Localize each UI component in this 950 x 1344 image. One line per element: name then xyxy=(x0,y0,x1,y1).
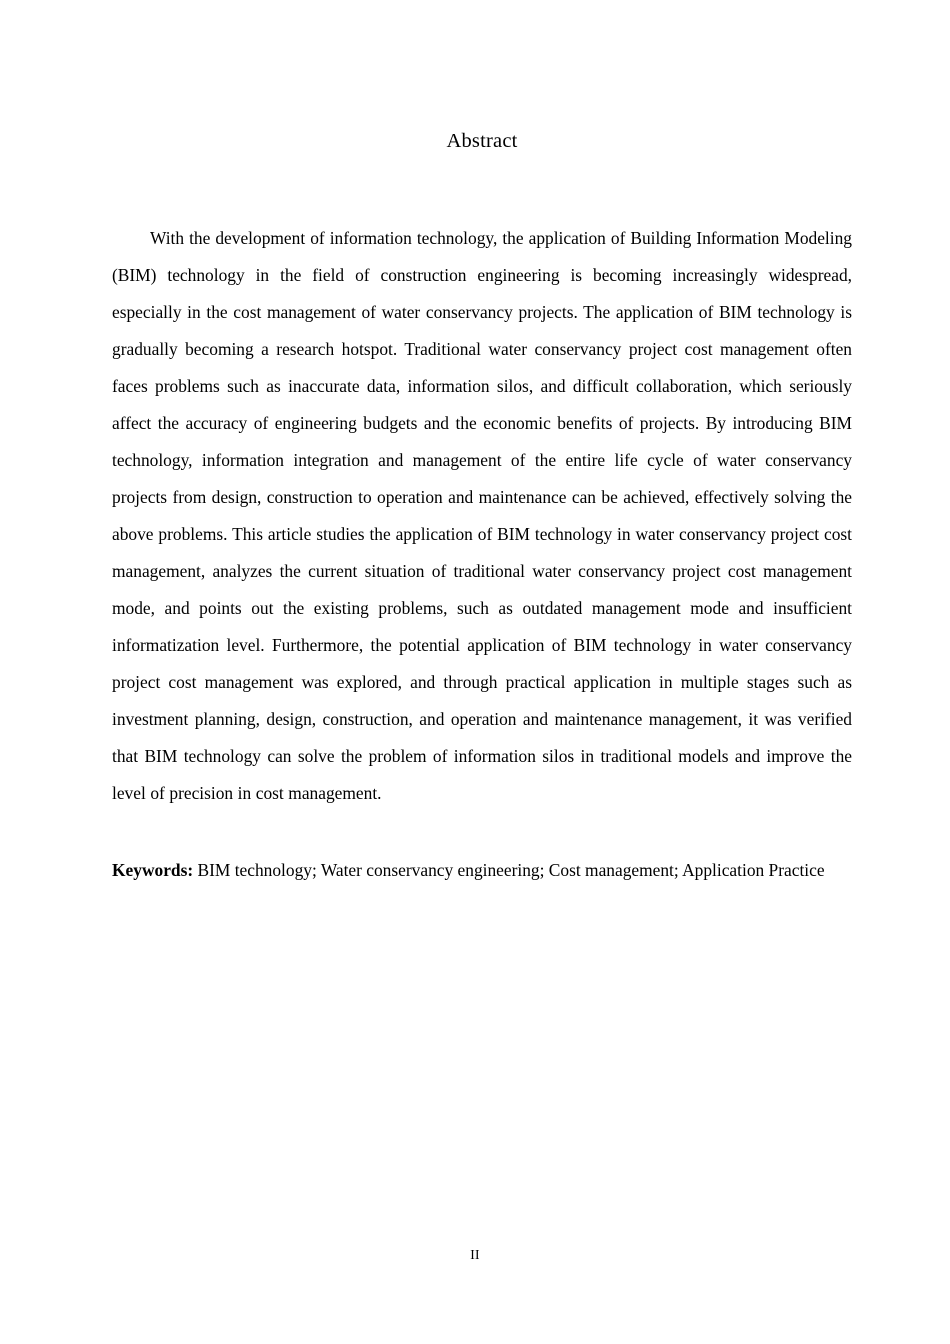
keywords-value: BIM technology; Water conservancy engineering; Cost management; Application Practice xyxy=(193,859,825,880)
page-content xyxy=(112,0,852,889)
keywords-line xyxy=(112,812,852,889)
page-title: Abstract xyxy=(446,130,518,152)
page-number-footer: II xyxy=(470,1247,480,1262)
keywords-label: Keywords: xyxy=(112,859,194,880)
abstract-paragraph: With the development of information technology, the application of Building Information Modeling (BIM) technology in the field of construction engineering is becoming increasingly widespread, especially in the cost management of water conservancy projects. The application of BIM technology is gradually becoming a research hotspot. Traditional water conservancy project cost management often faces problems such as inaccurate data, information silos, and difficult collaboration, which seriously affect the accuracy of engineering budgets and the economic benefits of projects. By introducing BIM technology, information integration and management of the entire life cycle of water conservancy projects from design, construction to operation and maintenance can be achieved, effectively solving the above problems. This article studies the application of BIM technology in water conservancy project cost management, analyzes the current situation of traditional water conservancy project cost management mode, and points out the existing problems, such as outdated management mode and insufficient informatization level. Furthermore, the potential application of BIM technology in water conservancy project cost management was explored, and through practical application in multiple stages such as investment planning, design, construction, and operation and maintenance management, it was verified that BIM technology can solve the problem of information silos in traditional models and improve the level of precision in cost management. xyxy=(112,227,852,803)
